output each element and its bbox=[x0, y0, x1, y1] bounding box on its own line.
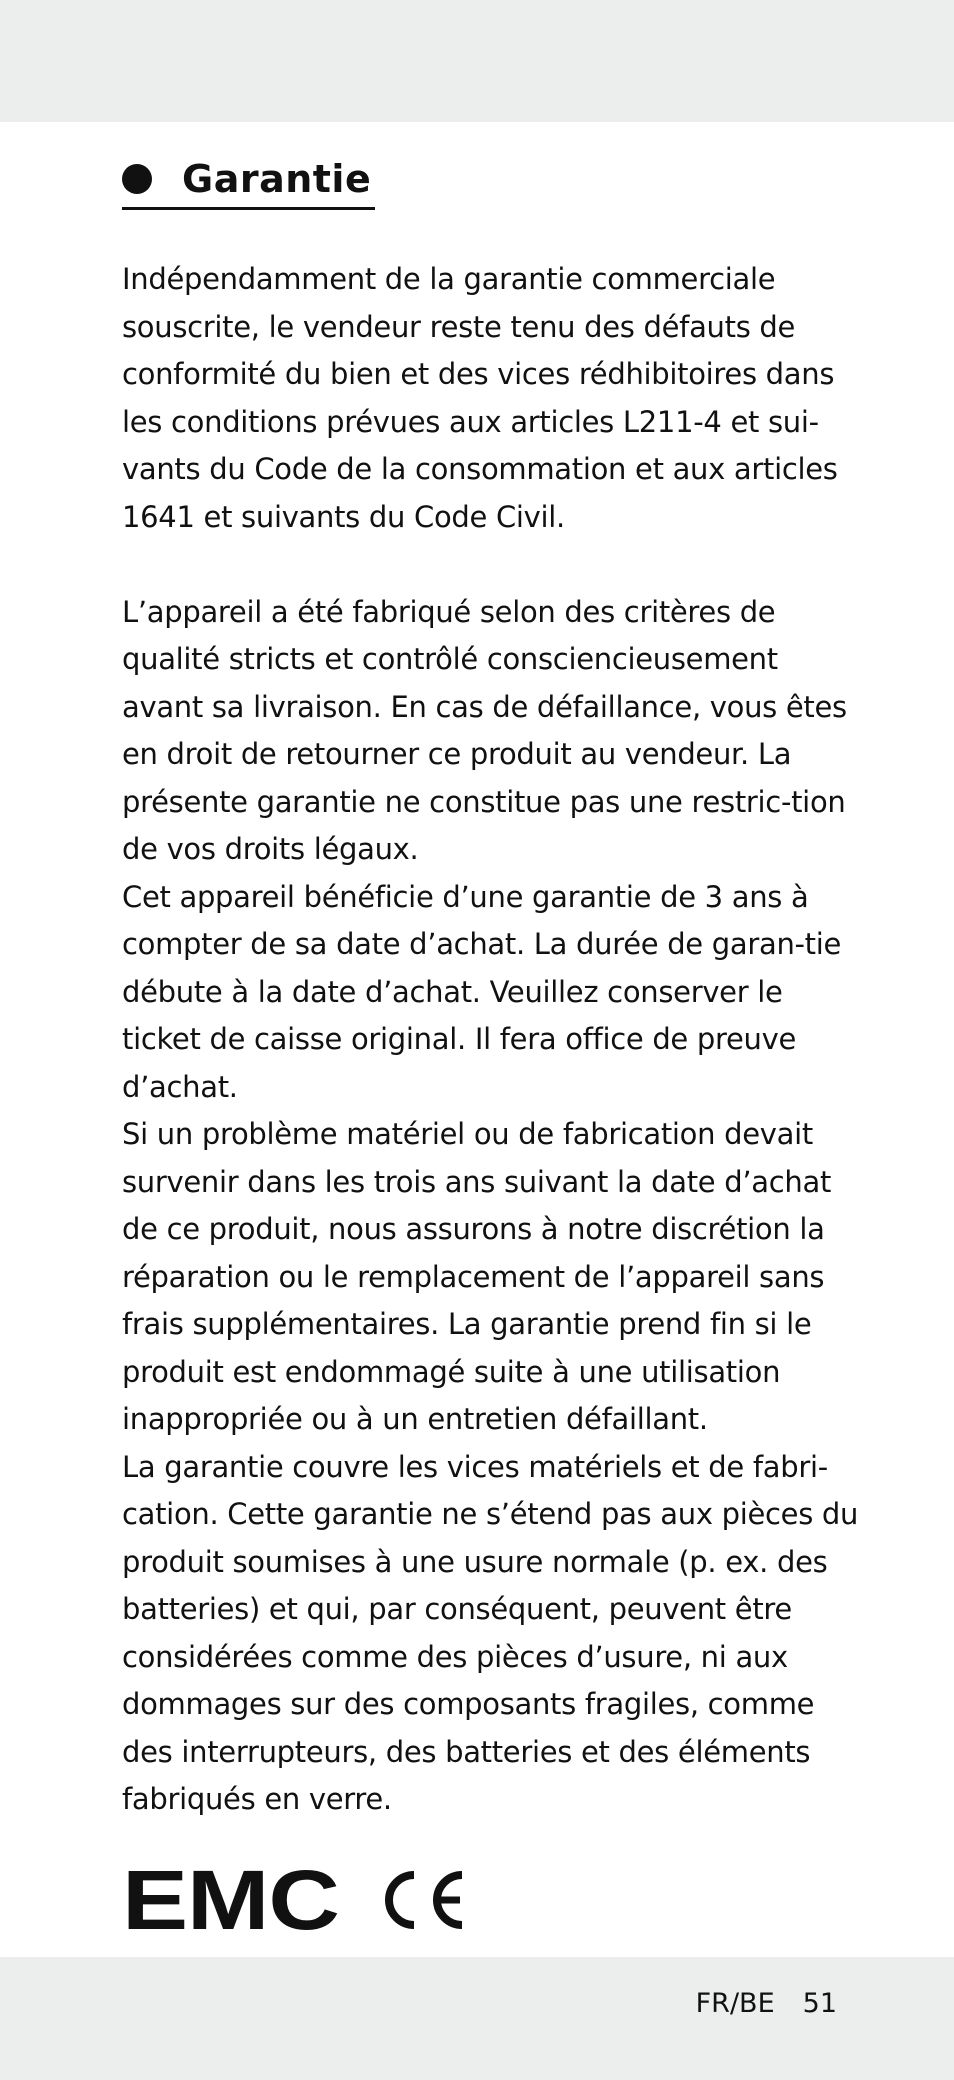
paragraph-duration: Cet appareil bénéficie d’une garantie de 3 ans à compter de sa date d’achat. La durée de garan-tie débute à la date d’achat. Veuillez conserver le ticket de caisse original. Il fera office de preuve d’achat. bbox=[122, 879, 842, 1104]
top-margin-band bbox=[0, 0, 954, 122]
bullet-icon bbox=[122, 164, 152, 194]
page-footer bbox=[696, 1988, 837, 2019]
paragraph-repair: Si un problème matériel ou de fabrication devait survenir dans les trois ans suivant la date d’achat de ce produit, nous assurons à notre discrétion la réparation ou le remplacement de l’appareil sans frais supplémentaires. La garantie prend fin si le produit est endommagé suite à une utilisation inappropriée ou à un entretien défaillant. bbox=[122, 1117, 832, 1436]
paragraph-legal: Indépendamment de la garantie commerciale souscrite, le vendeur reste tenu des défauts de conformité du bien et des vices rédhibitoires dans les conditions prévues aux articles L211-4 et sui-vants du Code de la consommation et aux articles 1641 et suivants du Code Civil. bbox=[122, 262, 838, 534]
paragraph-quality: L’appareil a été fabriqué selon des critères de qualité stricts et contrôlé consciencieusement avant sa livraison. En cas de défaillance, vous êtes en droit de retourner ce produit au vendeur. La présente garantie ne constitue pas une restric-tion de vos droits légaux. bbox=[122, 594, 847, 866]
emc-logo: EMC bbox=[122, 1853, 339, 1947]
page-number: 51 bbox=[802, 1988, 837, 2019]
section-title: Garantie bbox=[182, 156, 372, 201]
warranty-text bbox=[122, 256, 864, 1824]
section-heading bbox=[122, 150, 375, 210]
paragraph-coverage: La garantie couvre les vices matériels et de fabri-cation. Cette garantie ne s’étend pas aux pièces du produit soumises à une usure normale (p. ex. des batteries) et qui, par conséquent, peuvent être considérées comme des pièces d’usure, ni aux dommages sur des composants fragiles, comme des interrupteurs, des batteries et des éléments fabriqués en verre. bbox=[122, 1449, 859, 1816]
certification-logos bbox=[122, 1853, 466, 1947]
locale-label: FR/BE bbox=[695, 1988, 775, 2019]
ce-mark-icon bbox=[376, 1869, 466, 1931]
